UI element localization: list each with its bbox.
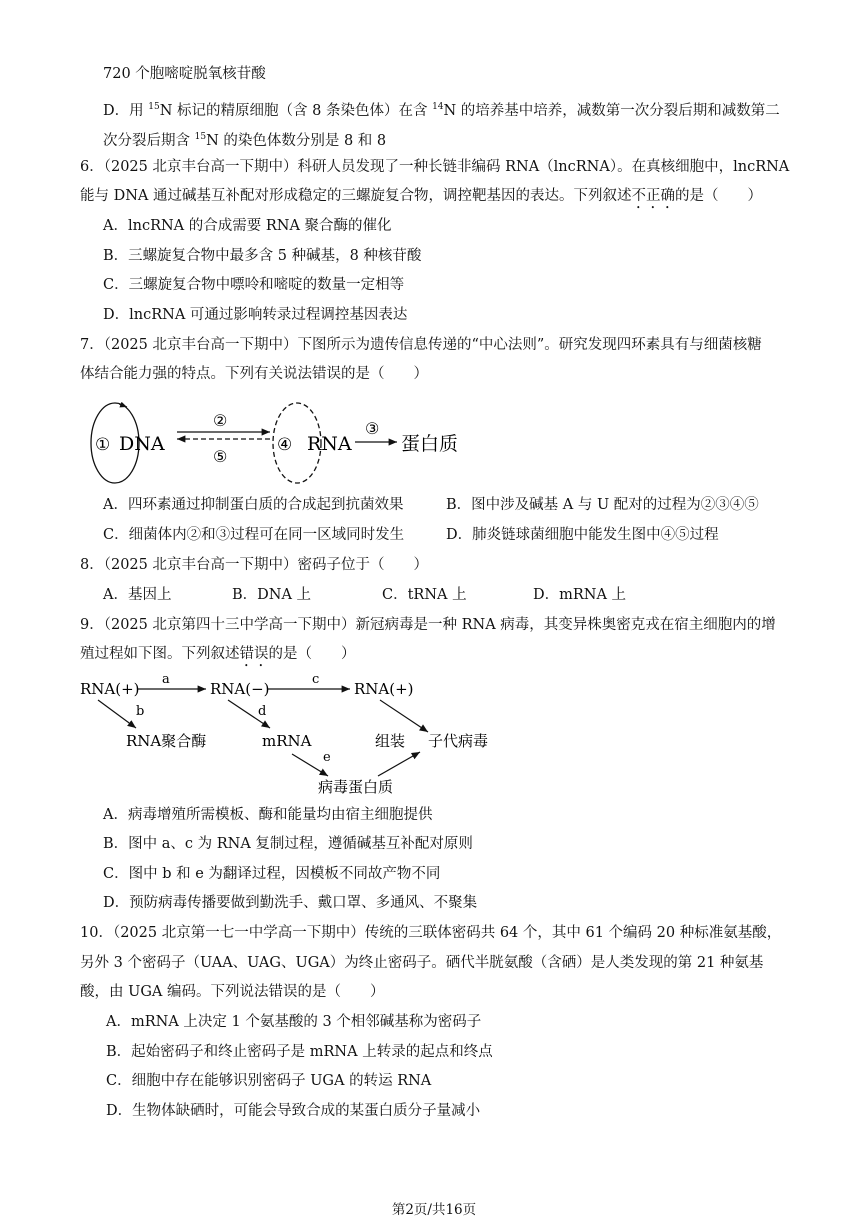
label-dna: DNA — [119, 433, 165, 455]
node-viral-protein: 病毒蛋白质 — [318, 778, 394, 796]
q6-stem-2: 能与 DNA 通过碱基互补配对形成稳定的三螺旋复合物，调控靶基因的表达。下列叙述不正确的是（ ） — [80, 188, 762, 204]
arrow-b — [98, 700, 136, 728]
q6-option-b: B．三螺旋复合物中最多含 5 种碱基，8 种核苷酸 — [103, 248, 422, 264]
label-e: e — [323, 750, 331, 765]
label-c: c — [312, 672, 320, 687]
q9-option-a: A．病毒增殖所需模板、酶和能量均由宿主细胞提供 — [103, 807, 433, 823]
label-b: b — [136, 704, 145, 719]
q10-stem-3: 酸，由 UGA 编码。下列说法错误的是（ ） — [80, 984, 385, 1000]
page-number-footer: 第2页/共16页 — [391, 1202, 477, 1218]
q6-option-d: D．lncRNA 可通过影响转录过程调控基因表达 — [103, 307, 408, 323]
arrow-to-progeny — [380, 700, 428, 732]
q9-option-b: B．图中 a、c 为 RNA 复制过程，遵循碱基互补配对原则 — [103, 836, 473, 852]
q8-stem: 8．（2025 北京丰台高一下期中）密码子位于（ ） — [80, 557, 428, 573]
label-5: ⑤ — [213, 447, 228, 466]
prev-option-d: D．用 $^{15}$N 标记的精原细胞（含 8 条染色体）在含 $^{14}$N 的培养基中培养，减数第一次分裂后期和减数第二 — [103, 102, 780, 119]
q10-option-c: C．细胞中存在能够识别密码子 UGA 的转运 RNA — [106, 1073, 432, 1089]
q8-option-c: C．tRNA 上 — [382, 587, 467, 603]
node-progeny: 子代病毒 — [428, 732, 489, 750]
q8-option-a: A．基因上 — [103, 587, 172, 603]
q8-option-b: B．DNA 上 — [232, 587, 312, 603]
central-dogma-figure — [85, 398, 485, 488]
node-rna-plus-1: RNA(+) — [80, 680, 140, 698]
q9-stem-2: 殖过程如下图。下列叙述错误的是（ ） — [80, 646, 356, 662]
q9-option-c: C．图中 b 和 e 为翻译过程，因模板不同故产物不同 — [103, 866, 441, 882]
node-rna-plus-2: RNA(+) — [354, 680, 414, 698]
q7-stem-1: 7．（2025 北京丰台高一下期中）下图所示为遗传信息传递的“中心法则”。研究发现四环素具有与细菌核糖 — [80, 337, 762, 353]
virus-replication-figure — [78, 670, 518, 800]
q6-option-c: C．三螺旋复合物中嘌呤和嘧啶的数量一定相等 — [103, 277, 405, 293]
arrow-protein-to-assembly — [378, 752, 420, 776]
q9-option-d: D．预防病毒传播要做到勤洗手、戴口罩、多通风、不聚集 — [103, 895, 478, 911]
node-rna-minus: RNA(−) — [210, 680, 270, 698]
prev-continuation: 720 个胞嘧啶脱氧核苷酸 — [103, 66, 266, 82]
q8-option-d: D．mRNA 上 — [533, 587, 627, 603]
q10-option-d: D．生物体缺硒时，可能会导致合成的某蛋白质分子量减小 — [106, 1103, 481, 1119]
label-2: ② — [213, 411, 228, 430]
q6-option-a: A．lncRNA 的合成需要 RNA 聚合酶的催化 — [103, 218, 392, 234]
q7-option-b: B．图中涉及碱基 A 与 U 配对的过程为②③④⑤ — [446, 497, 759, 513]
label-assemble: 组装 — [375, 732, 406, 750]
prev-option-d-cont: 次分裂后期含 $^{15}$N 的染色体数分别是 8 和 8 — [103, 132, 387, 149]
label-rna: RNA — [307, 433, 352, 455]
node-mrna: mRNA — [262, 732, 312, 750]
label-4: ④ — [277, 435, 293, 455]
label-1: ① — [95, 435, 111, 455]
label-a: a — [162, 672, 170, 687]
label-3: ③ — [365, 419, 380, 438]
q10-option-b: B．起始密码子和终止密码子是 mRNA 上转录的起点和终点 — [106, 1044, 493, 1060]
q7-option-d: D．肺炎链球菌细胞中能发生图中④⑤过程 — [446, 527, 719, 543]
q9-stem-1: 9．（2025 北京第四十三中学高一下期中）新冠病毒是一种 RNA 病毒，其变异株奥密克戎在宿主细胞内的增 — [80, 617, 776, 633]
label-d: d — [258, 704, 267, 719]
q6-stem-1: 6．（2025 北京丰台高一下期中）科研人员发现了一种长链非编码 RNA（lncRNA）。在真核细胞中，lncRNA — [80, 159, 790, 175]
q10-option-a: A．mRNA 上决定 1 个氨基酸的 3 个相邻碱基称为密码子 — [106, 1014, 482, 1030]
label-protein: 蛋白质 — [401, 433, 459, 455]
q7-option-a: A．四环素通过抑制蛋白质的合成起到抗菌效果 — [103, 497, 404, 513]
q10-stem-1: 10．（2025 北京第一七一中学高一下期中）传统的三联体密码共 64 个，其中 61 个编码 20 种标准氨基酸， — [80, 925, 782, 941]
node-polymerase: RNA聚合酶 — [126, 732, 207, 750]
q7-stem-2: 体结合能力强的特点。下列有关说法错误的是（ ） — [80, 366, 428, 382]
q10-stem-2: 另外 3 个密码子（UAA、UAG、UGA）为终止密码子。硒代半胱氨酸（含硒）是人类发现的第 21 种氨基 — [80, 955, 764, 971]
q7-option-c: C．细菌体内②和③过程可在同一区域同时发生 — [103, 527, 405, 543]
